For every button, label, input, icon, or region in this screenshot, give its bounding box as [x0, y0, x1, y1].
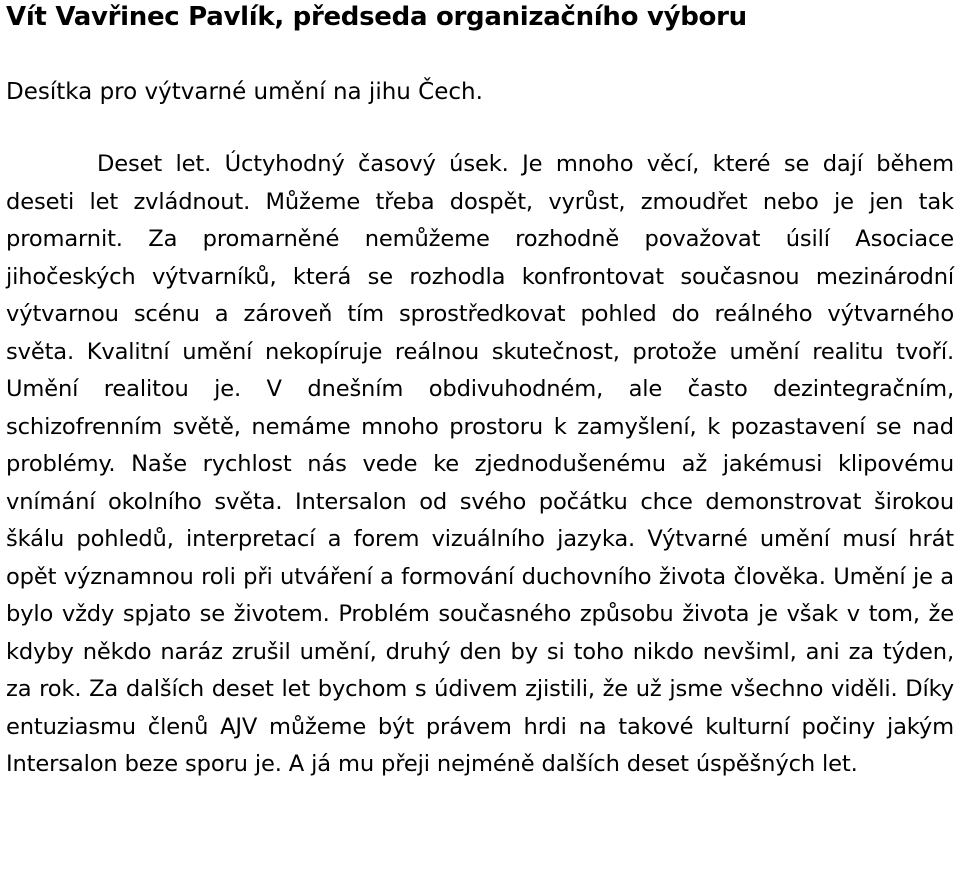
document-subtitle: Desítka pro výtvarné umění na jihu Čech.: [6, 79, 483, 105]
document-heading: Vít Vavřinec Pavlík, předseda organizačního výboru: [6, 2, 747, 32]
document-body-paragraph: Deset let. Úctyhodný časový úsek. Je mnoho věcí, které se dají během deseti let zvládnout. Můžeme třeba dospět, vyrůst, zmoudřet nebo je jen tak promarnit. Za promarněné nemůžeme rozhodně považovat úsilí Asociace jihočeských výtvarníků, která se rozhodla konfrontovat současnou mezinárodní výtvarnou scénu a zároveň tím sprostředkovat pohled do reálného výtvarného světa. Kvalitní umění nekopíruje reálnou skutečnost, protože umění realitu tvoří. Umění realitou je. V dnešním obdivuhodném, ale často dezintegračním, schizofrenním světě, nemáme mnoho prostoru k zamyšlení, k pozastavení se nad problémy. Naše rychlost nás vede ke zjednodušenému až jakémusi klipovému vnímání okolního světa. Intersalon od svého počátku chce demonstrovat širokou škálu pohledů, interpretací a forem vizuálního jazyka. Výtvarné umění musí hrát opět významnou roli při utváření a formování duchovního života člověka. Umění je a bylo vždy spjato se životem. Problém současného způsobu života je však v tom, že kdyby někdo naráz zrušil umění, druhý den by si toho nikdo nevšiml, ani za týden, za rok. Za dalších deset let bychom s údivem zjistili, že už jsme všechno viděli. Díky entuziasmu členů AJV můžeme být právem hrdi na takové kulturní počiny jakým Intersalon beze sporu je. A já mu přeji nejméně dalších deset úspěšných let.: [6, 151, 954, 777]
